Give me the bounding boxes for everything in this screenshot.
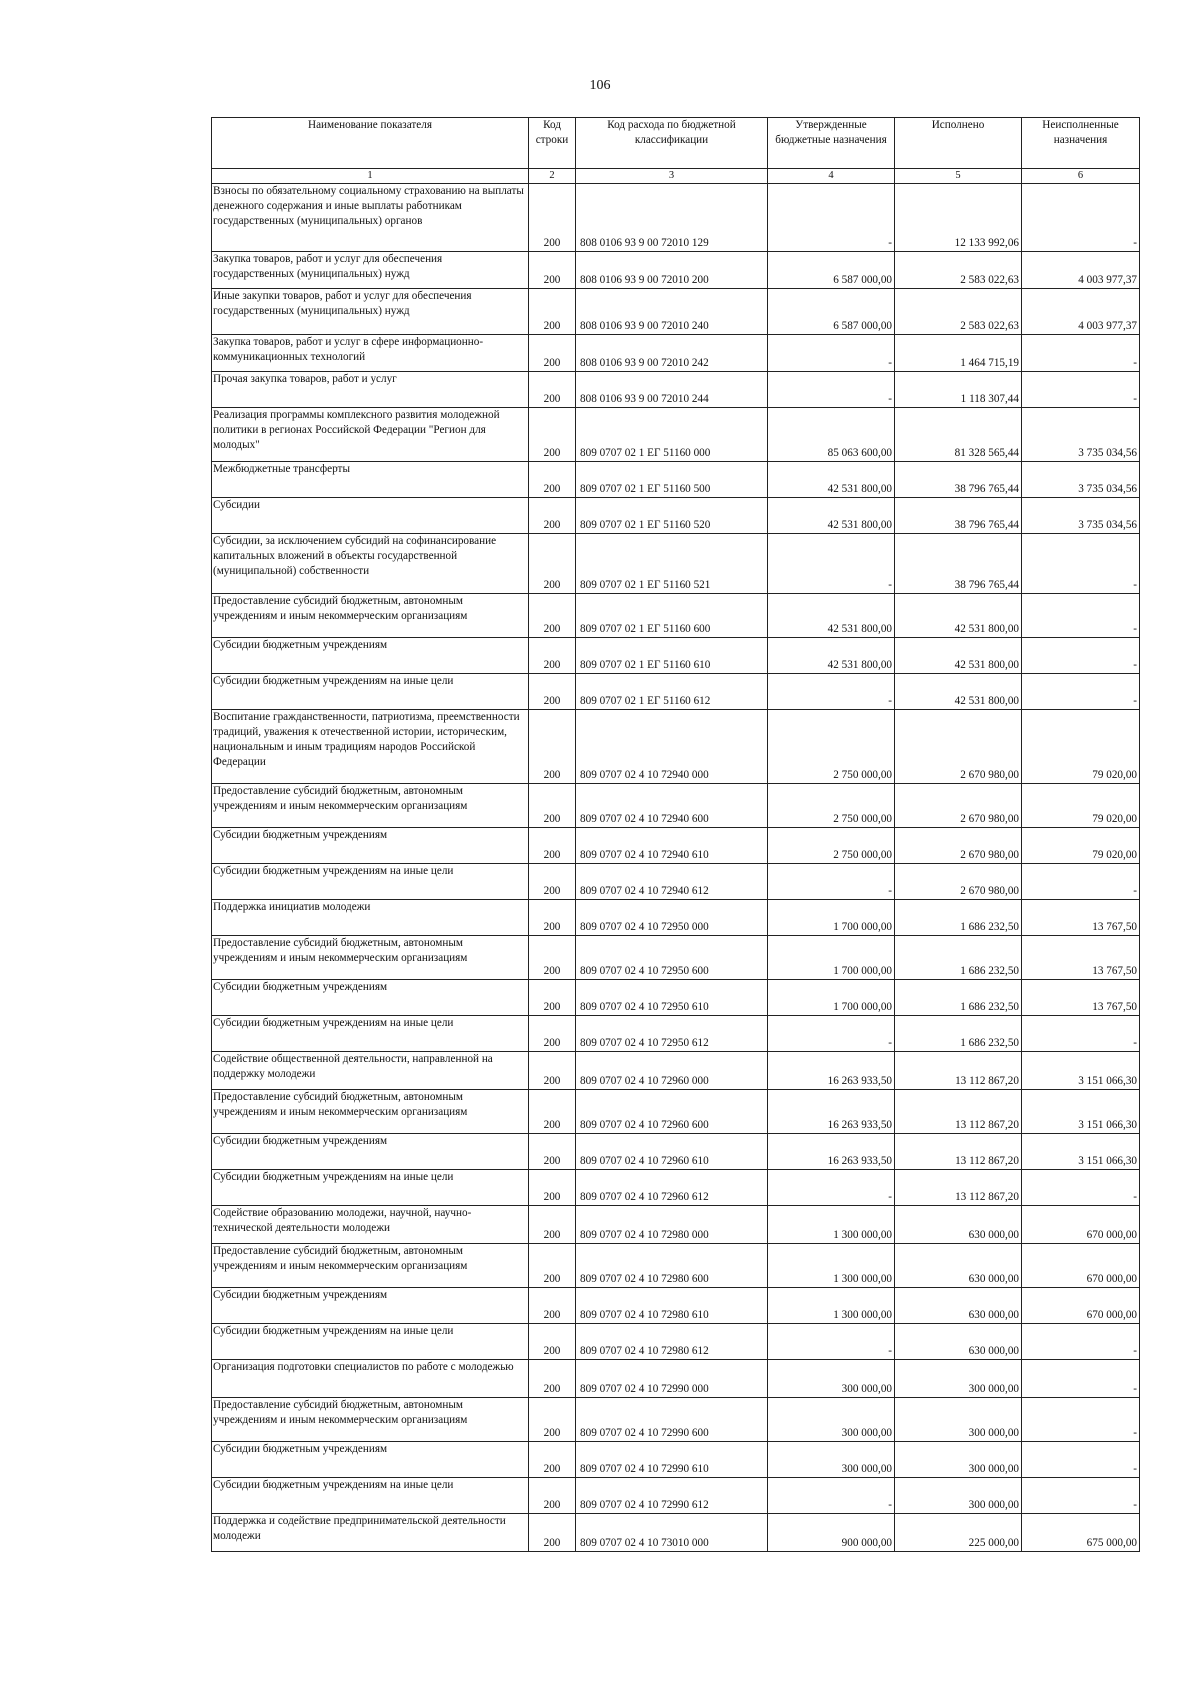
row-approved: 85 063 600,00 — [768, 408, 895, 462]
table-row — [212, 710, 1140, 784]
row-unexecuted: 4 003 977,37 — [1022, 252, 1140, 289]
table-row — [212, 1244, 1140, 1288]
row-unexecuted: - — [1022, 1170, 1140, 1206]
row-name: Субсидии бюджетным учреждениям — [212, 1288, 529, 1324]
budget-report-table — [211, 117, 1140, 1552]
row-line-code: 200 — [529, 1360, 576, 1398]
row-executed: 2 670 980,00 — [895, 864, 1022, 900]
row-classification-code: 808 0106 93 9 00 72010 240 — [576, 289, 768, 335]
row-approved: - — [768, 372, 895, 408]
row-approved: - — [768, 1478, 895, 1514]
row-unexecuted: 13 767,50 — [1022, 980, 1140, 1016]
row-unexecuted: 675 000,00 — [1022, 1514, 1140, 1552]
row-approved: - — [768, 335, 895, 372]
row-name: Поддержка и содействие предпринимательской деятельности молодежи — [212, 1514, 529, 1552]
table-row — [212, 1478, 1140, 1514]
row-line-code: 200 — [529, 1090, 576, 1134]
row-classification-code: 809 0707 02 4 10 72990 600 — [576, 1398, 768, 1442]
row-executed: 300 000,00 — [895, 1478, 1022, 1514]
table-row — [212, 900, 1140, 936]
row-unexecuted: - — [1022, 335, 1140, 372]
column-number-row — [212, 169, 1140, 184]
row-name: Субсидии бюджетным учреждениям — [212, 980, 529, 1016]
row-name: Субсидии, за исключением субсидий на софинансирование капитальных вложений в объекты государственной (муниципальной) собственности — [212, 534, 529, 594]
row-classification-code: 809 0707 02 4 10 72960 610 — [576, 1134, 768, 1170]
row-approved: - — [768, 1016, 895, 1052]
row-line-code: 200 — [529, 335, 576, 372]
row-name: Воспитание гражданственности, патриотизма, преемственности традиций, уважения к отечественной истории, историческим, национальным и иным традициям народов Российской Федерации — [212, 710, 529, 784]
row-line-code: 200 — [529, 184, 576, 252]
table-row — [212, 936, 1140, 980]
row-executed: 38 796 765,44 — [895, 462, 1022, 498]
row-name: Реализация программы комплексного развития молодежной политики в регионах Российской Федерации "Регион для молодых" — [212, 408, 529, 462]
row-unexecuted: 79 020,00 — [1022, 828, 1140, 864]
row-classification-code: 808 0106 93 9 00 72010 244 — [576, 372, 768, 408]
row-unexecuted: 670 000,00 — [1022, 1206, 1140, 1244]
row-unexecuted: 3 151 066,30 — [1022, 1052, 1140, 1090]
row-classification-code: 809 0707 02 4 10 72940 612 — [576, 864, 768, 900]
row-unexecuted: - — [1022, 1016, 1140, 1052]
row-classification-code: 809 0707 02 4 10 72980 600 — [576, 1244, 768, 1288]
row-classification-code: 809 0707 02 4 10 72990 610 — [576, 1442, 768, 1478]
page-number: 106 — [589, 78, 611, 93]
row-approved: 300 000,00 — [768, 1442, 895, 1478]
table-row — [212, 289, 1140, 335]
row-line-code: 200 — [529, 1324, 576, 1360]
header-row — [212, 118, 1140, 169]
row-approved: 16 263 933,50 — [768, 1134, 895, 1170]
row-line-code: 200 — [529, 1514, 576, 1552]
row-line-code: 200 — [529, 980, 576, 1016]
table-row — [212, 1442, 1140, 1478]
row-executed: 38 796 765,44 — [895, 498, 1022, 534]
row-executed: 13 112 867,20 — [895, 1090, 1022, 1134]
row-line-code: 200 — [529, 252, 576, 289]
row-classification-code: 809 0707 02 4 10 72950 600 — [576, 936, 768, 980]
row-line-code: 200 — [529, 1206, 576, 1244]
row-line-code: 200 — [529, 1244, 576, 1288]
row-unexecuted: 3 151 066,30 — [1022, 1134, 1140, 1170]
table-row — [212, 408, 1140, 462]
table-row — [212, 1360, 1140, 1398]
row-line-code: 200 — [529, 828, 576, 864]
header-unexecuted: Неисполненные назначения — [1022, 118, 1140, 169]
row-approved: 2 750 000,00 — [768, 828, 895, 864]
row-classification-code: 809 0707 02 4 10 73010 000 — [576, 1514, 768, 1552]
row-approved: 1 700 000,00 — [768, 980, 895, 1016]
row-name: Организация подготовки специалистов по работе с молодежью — [212, 1360, 529, 1398]
row-unexecuted: - — [1022, 864, 1140, 900]
row-executed: 42 531 800,00 — [895, 674, 1022, 710]
row-name: Закупка товаров, работ и услуг для обеспечения государственных (муниципальных) нужд — [212, 252, 529, 289]
row-unexecuted: 13 767,50 — [1022, 936, 1140, 980]
table-row — [212, 1052, 1140, 1090]
row-line-code: 200 — [529, 1288, 576, 1324]
row-approved: 42 531 800,00 — [768, 498, 895, 534]
row-classification-code: 809 0707 02 4 10 72940 000 — [576, 710, 768, 784]
row-approved: 42 531 800,00 — [768, 638, 895, 674]
row-executed: 2 670 980,00 — [895, 710, 1022, 784]
table-row — [212, 864, 1140, 900]
row-unexecuted: - — [1022, 372, 1140, 408]
row-approved: 16 263 933,50 — [768, 1052, 895, 1090]
row-line-code: 200 — [529, 372, 576, 408]
row-unexecuted: 670 000,00 — [1022, 1288, 1140, 1324]
row-executed: 1 686 232,50 — [895, 1016, 1022, 1052]
table-row — [212, 534, 1140, 594]
row-line-code: 200 — [529, 674, 576, 710]
row-name: Прочая закупка товаров, работ и услуг — [212, 372, 529, 408]
row-name: Субсидии бюджетным учреждениям на иные цели — [212, 674, 529, 710]
row-executed: 630 000,00 — [895, 1288, 1022, 1324]
row-unexecuted: - — [1022, 1324, 1140, 1360]
row-name: Иные закупки товаров, работ и услуг для обеспечения государственных (муниципальных) нужд — [212, 289, 529, 335]
table-row — [212, 980, 1140, 1016]
row-classification-code: 809 0707 02 4 10 72980 000 — [576, 1206, 768, 1244]
row-classification-code: 809 0707 02 1 ЕГ 51160 600 — [576, 594, 768, 638]
row-classification-code: 808 0106 93 9 00 72010 242 — [576, 335, 768, 372]
row-name: Субсидии бюджетным учреждениям — [212, 828, 529, 864]
row-line-code: 200 — [529, 289, 576, 335]
row-line-code: 200 — [529, 1052, 576, 1090]
table-row — [212, 1398, 1140, 1442]
row-executed: 38 796 765,44 — [895, 534, 1022, 594]
row-name: Субсидии бюджетным учреждениям на иные цели — [212, 1478, 529, 1514]
row-line-code: 200 — [529, 1442, 576, 1478]
row-unexecuted: - — [1022, 1360, 1140, 1398]
table-row — [212, 498, 1140, 534]
row-unexecuted: - — [1022, 1398, 1140, 1442]
row-approved: 2 750 000,00 — [768, 710, 895, 784]
row-executed: 1 686 232,50 — [895, 980, 1022, 1016]
row-executed: 630 000,00 — [895, 1324, 1022, 1360]
header-line-code: Код строки — [529, 118, 576, 169]
table-body — [212, 184, 1140, 1552]
row-executed: 1 118 307,44 — [895, 372, 1022, 408]
row-name: Поддержка инициатив молодежи — [212, 900, 529, 936]
row-classification-code: 809 0707 02 4 10 72960 000 — [576, 1052, 768, 1090]
row-executed: 81 328 565,44 — [895, 408, 1022, 462]
header-name: Наименование показателя — [212, 118, 529, 169]
row-name: Содействие общественной деятельности, направленной на поддержку молодежи — [212, 1052, 529, 1090]
row-executed: 300 000,00 — [895, 1398, 1022, 1442]
row-executed: 2 670 980,00 — [895, 828, 1022, 864]
row-line-code: 200 — [529, 784, 576, 828]
row-name: Субсидии — [212, 498, 529, 534]
row-name: Предоставление субсидий бюджетным, автономным учреждениям и иным некоммерческим организациям — [212, 784, 529, 828]
row-approved: 42 531 800,00 — [768, 594, 895, 638]
row-executed: 2 583 022,63 — [895, 252, 1022, 289]
row-executed: 42 531 800,00 — [895, 638, 1022, 674]
row-classification-code: 809 0707 02 4 10 72940 610 — [576, 828, 768, 864]
row-approved: - — [768, 864, 895, 900]
row-line-code: 200 — [529, 1398, 576, 1442]
table-row — [212, 372, 1140, 408]
row-name: Субсидии бюджетным учреждениям на иные цели — [212, 1324, 529, 1360]
row-classification-code: 809 0707 02 4 10 72940 600 — [576, 784, 768, 828]
column-number: 4 — [768, 169, 895, 184]
row-line-code: 200 — [529, 1478, 576, 1514]
table-row — [212, 1090, 1140, 1134]
row-line-code: 200 — [529, 594, 576, 638]
row-executed: 2 583 022,63 — [895, 289, 1022, 335]
table-row — [212, 1016, 1140, 1052]
row-classification-code: 809 0707 02 4 10 72950 610 — [576, 980, 768, 1016]
row-name: Предоставление субсидий бюджетным, автономным учреждениям и иным некоммерческим организациям — [212, 1244, 529, 1288]
table-row — [212, 1288, 1140, 1324]
column-number: 3 — [576, 169, 768, 184]
row-line-code: 200 — [529, 1170, 576, 1206]
row-line-code: 200 — [529, 462, 576, 498]
row-line-code: 200 — [529, 498, 576, 534]
row-name: Межбюджетные трансферты — [212, 462, 529, 498]
column-number: 2 — [529, 169, 576, 184]
row-name: Субсидии бюджетным учреждениям на иные цели — [212, 1170, 529, 1206]
row-line-code: 200 — [529, 864, 576, 900]
row-line-code: 200 — [529, 408, 576, 462]
row-classification-code: 809 0707 02 1 ЕГ 51160 520 — [576, 498, 768, 534]
table-row — [212, 784, 1140, 828]
row-name: Предоставление субсидий бюджетным, автономным учреждениям и иным некоммерческим организациям — [212, 1090, 529, 1134]
row-approved: - — [768, 534, 895, 594]
row-classification-code: 808 0106 93 9 00 72010 200 — [576, 252, 768, 289]
row-unexecuted: 79 020,00 — [1022, 784, 1140, 828]
row-name: Субсидии бюджетным учреждениям — [212, 638, 529, 674]
table-header — [212, 118, 1140, 184]
row-classification-code: 809 0707 02 1 ЕГ 51160 521 — [576, 534, 768, 594]
row-executed: 225 000,00 — [895, 1514, 1022, 1552]
row-executed: 1 464 715,19 — [895, 335, 1022, 372]
row-unexecuted: - — [1022, 674, 1140, 710]
row-line-code: 200 — [529, 1016, 576, 1052]
row-line-code: 200 — [529, 1134, 576, 1170]
row-unexecuted: - — [1022, 534, 1140, 594]
row-classification-code: 809 0707 02 1 ЕГ 51160 612 — [576, 674, 768, 710]
table-row — [212, 1134, 1140, 1170]
table-row — [212, 594, 1140, 638]
row-unexecuted: - — [1022, 184, 1140, 252]
row-line-code: 200 — [529, 534, 576, 594]
header-approved: Утвержденные бюджетные назначения — [768, 118, 895, 169]
row-name: Субсидии бюджетным учреждениям на иные цели — [212, 864, 529, 900]
row-line-code: 200 — [529, 936, 576, 980]
row-name: Предоставление субсидий бюджетным, автономным учреждениям и иным некоммерческим организациям — [212, 594, 529, 638]
row-classification-code: 809 0707 02 4 10 72990 612 — [576, 1478, 768, 1514]
row-approved: 2 750 000,00 — [768, 784, 895, 828]
row-approved: - — [768, 184, 895, 252]
table-row — [212, 252, 1140, 289]
table-row — [212, 1170, 1140, 1206]
row-approved: 6 587 000,00 — [768, 252, 895, 289]
table-row — [212, 1206, 1140, 1244]
row-approved: 900 000,00 — [768, 1514, 895, 1552]
row-classification-code: 809 0707 02 1 ЕГ 51160 500 — [576, 462, 768, 498]
row-unexecuted: 4 003 977,37 — [1022, 289, 1140, 335]
header-executed: Исполнено — [895, 118, 1022, 169]
row-executed: 1 686 232,50 — [895, 936, 1022, 980]
row-approved: - — [768, 1324, 895, 1360]
row-approved: 42 531 800,00 — [768, 462, 895, 498]
row-unexecuted: 670 000,00 — [1022, 1244, 1140, 1288]
row-line-code: 200 — [529, 638, 576, 674]
column-number: 5 — [895, 169, 1022, 184]
table-row — [212, 828, 1140, 864]
row-classification-code: 809 0707 02 4 10 72990 000 — [576, 1360, 768, 1398]
row-unexecuted: - — [1022, 638, 1140, 674]
row-approved: 6 587 000,00 — [768, 289, 895, 335]
row-executed: 300 000,00 — [895, 1360, 1022, 1398]
row-executed: 2 670 980,00 — [895, 784, 1022, 828]
row-executed: 13 112 867,20 — [895, 1134, 1022, 1170]
row-executed: 42 531 800,00 — [895, 594, 1022, 638]
row-line-code: 200 — [529, 710, 576, 784]
row-name: Содействие образованию молодежи, научной, научно-технической деятельности молодежи — [212, 1206, 529, 1244]
row-classification-code: 809 0707 02 4 10 72950 612 — [576, 1016, 768, 1052]
table-row — [212, 335, 1140, 372]
row-approved: 1 700 000,00 — [768, 900, 895, 936]
row-name: Предоставление субсидий бюджетным, автономным учреждениям и иным некоммерческим организациям — [212, 1398, 529, 1442]
row-executed: 13 112 867,20 — [895, 1052, 1022, 1090]
row-executed: 300 000,00 — [895, 1442, 1022, 1478]
row-approved: 300 000,00 — [768, 1398, 895, 1442]
row-name: Субсидии бюджетным учреждениям на иные цели — [212, 1016, 529, 1052]
row-classification-code: 809 0707 02 4 10 72960 600 — [576, 1090, 768, 1134]
table-row — [212, 462, 1140, 498]
table-row — [212, 184, 1140, 252]
row-unexecuted: 3 735 034,56 — [1022, 408, 1140, 462]
row-classification-code: 809 0707 02 1 ЕГ 51160 000 — [576, 408, 768, 462]
row-name: Взносы по обязательному социальному страхованию на выплаты денежного содержания и иные выплаты работникам государственных (муниципальных) органов — [212, 184, 529, 252]
row-unexecuted: - — [1022, 1478, 1140, 1514]
row-approved: - — [768, 1170, 895, 1206]
row-line-code: 200 — [529, 900, 576, 936]
row-unexecuted: 79 020,00 — [1022, 710, 1140, 784]
row-name: Субсидии бюджетным учреждениям — [212, 1442, 529, 1478]
row-approved: - — [768, 674, 895, 710]
row-name: Предоставление субсидий бюджетным, автономным учреждениям и иным некоммерческим организациям — [212, 936, 529, 980]
row-unexecuted: - — [1022, 1442, 1140, 1478]
row-unexecuted: 13 767,50 — [1022, 900, 1140, 936]
table-row — [212, 638, 1140, 674]
row-unexecuted: 3 735 034,56 — [1022, 498, 1140, 534]
row-classification-code: 809 0707 02 1 ЕГ 51160 610 — [576, 638, 768, 674]
table-row — [212, 1514, 1140, 1552]
row-classification-code: 809 0707 02 4 10 72950 000 — [576, 900, 768, 936]
row-classification-code: 809 0707 02 4 10 72960 612 — [576, 1170, 768, 1206]
row-unexecuted: 3 735 034,56 — [1022, 462, 1140, 498]
row-approved: 1 700 000,00 — [768, 936, 895, 980]
row-executed: 1 686 232,50 — [895, 900, 1022, 936]
row-classification-code: 808 0106 93 9 00 72010 129 — [576, 184, 768, 252]
row-executed: 630 000,00 — [895, 1206, 1022, 1244]
table-row — [212, 674, 1140, 710]
row-name: Субсидии бюджетным учреждениям — [212, 1134, 529, 1170]
row-approved: 1 300 000,00 — [768, 1288, 895, 1324]
row-executed: 630 000,00 — [895, 1244, 1022, 1288]
row-approved: 16 263 933,50 — [768, 1090, 895, 1134]
row-approved: 1 300 000,00 — [768, 1244, 895, 1288]
header-classification-code: Код расхода по бюджетной классификации — [576, 118, 768, 169]
row-classification-code: 809 0707 02 4 10 72980 610 — [576, 1288, 768, 1324]
row-approved: 1 300 000,00 — [768, 1206, 895, 1244]
row-executed: 12 133 992,06 — [895, 184, 1022, 252]
row-executed: 13 112 867,20 — [895, 1170, 1022, 1206]
column-number: 6 — [1022, 169, 1140, 184]
table-row — [212, 1324, 1140, 1360]
row-classification-code: 809 0707 02 4 10 72980 612 — [576, 1324, 768, 1360]
row-unexecuted: 3 151 066,30 — [1022, 1090, 1140, 1134]
row-approved: 300 000,00 — [768, 1360, 895, 1398]
row-unexecuted: - — [1022, 594, 1140, 638]
row-name: Закупка товаров, работ и услуг в сфере информационно-коммуникационных технологий — [212, 335, 529, 372]
column-number: 1 — [212, 169, 529, 184]
